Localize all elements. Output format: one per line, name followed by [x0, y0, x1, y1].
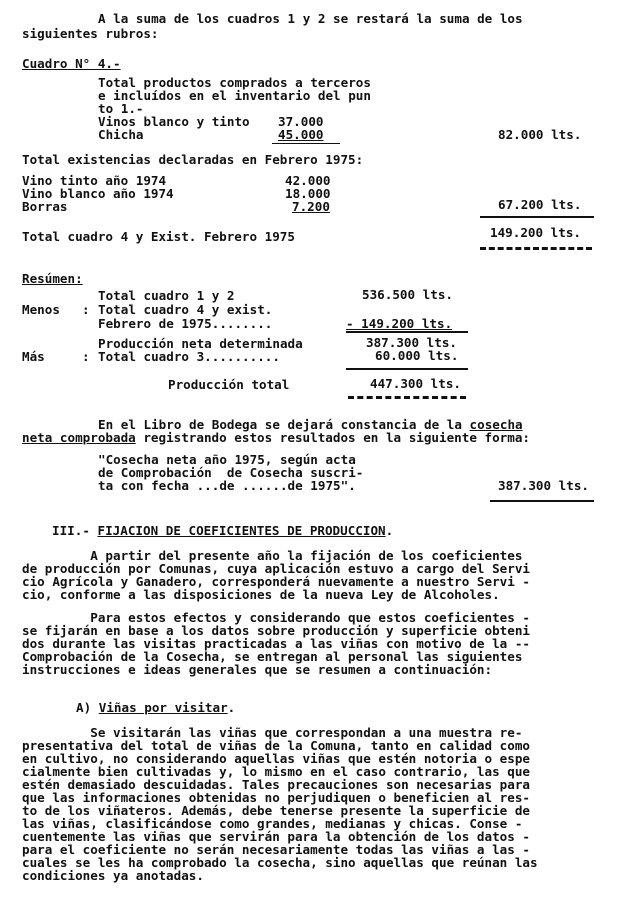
- resumen-total-label: Producción total: [168, 377, 290, 392]
- quote-line-3: ta con fecha ...de ......de 1975".: [98, 478, 356, 493]
- subsection-a-para-line: condiciones ya anotadas.: [22, 868, 204, 883]
- quote-line-2: de Comprobación de Cosecha suscri-: [98, 465, 364, 480]
- libro-line-2: [22, 431, 530, 444]
- resumen-row-label: Total cuadro 4 y exist.: [98, 302, 273, 317]
- libro-line-1-text: En el Libro de Bodega se dejará constancia de la: [98, 417, 470, 432]
- section3-para1-line: A partir del presente año la fijación de los coeficientes: [22, 548, 523, 563]
- resumen-row-value: 60.000 lts.: [375, 348, 459, 363]
- resumen-heading: Resúmen:: [22, 271, 83, 286]
- existencias-item-label: Vino blanco año 1974: [22, 186, 174, 201]
- resumen-total-value: 447.300 lts.: [370, 376, 461, 391]
- cuadro4-heading: Cuadro N° 4.-: [22, 56, 121, 71]
- total-cuadro4-value: 149.200 lts.: [490, 225, 581, 240]
- subsection-a-para-line: cialmente bien cultivadas y, lo mismo en el caso contrario, las que: [22, 764, 530, 779]
- intro-line-1: A la suma de los cuadros 1 y 2 se restará la suma de los: [98, 11, 523, 26]
- section3-para2-line: Para estos efectos y considerando que estos coeficientes -: [22, 610, 530, 625]
- resumen-row-value: 536.500 lts.: [362, 287, 453, 302]
- subsection-a-para-line: Se visitarán las viñas que correspondan a una muestra re-: [22, 725, 523, 740]
- existencias-item-label: Borras: [22, 199, 68, 214]
- subsection-a-heading: [76, 701, 235, 714]
- cuadro4-item-value: 37.000: [278, 114, 324, 129]
- subsection-a-title: Viñas por visitar: [98, 700, 228, 715]
- intro-line-2: siguientes rubros:: [22, 26, 159, 41]
- resumen-row-label: Total cuadro 3..........: [98, 349, 280, 364]
- subsection-a-para-line: en cultivo, no considerando aquellas viñas que estén notoria o espe: [22, 751, 530, 766]
- quote-line-1: "Cosecha neta año 1975, según acta: [98, 452, 356, 467]
- subsection-a-para-line: estén demasiado descuidadas. Tales precauciones son necesarias para: [22, 777, 530, 792]
- cuadro4-item-label: Vinos blanco y tinto: [98, 114, 250, 129]
- resumen-menos-sep: :: [82, 302, 90, 317]
- subsection-a-para-line: las viñas, clasificándose como grandes, medianas y chicas. Conse -: [22, 816, 523, 831]
- resumen-row-label: Total cuadro 1 y 2: [98, 288, 235, 303]
- resumen-row-label: Producción neta determinada: [98, 336, 303, 351]
- double-rule: [348, 396, 466, 402]
- libro-line-2-underlined: neta comprobada: [22, 430, 136, 445]
- existencias-heading: Total existencias declaradas en Febrero 1975:: [22, 152, 364, 167]
- section3-para2-line: Comprobación de la Cosecha, se entregan al personal las siguientes: [22, 649, 523, 664]
- section3-title: FIJACION DE COEFICIENTES DE PRODUCCION: [97, 523, 386, 538]
- total-cuadro4-label: Total cuadro 4 y Exist. Febrero 1975: [22, 229, 295, 244]
- cuadro4-item-label: Chicha: [98, 127, 144, 142]
- resumen-row-value: 387.300 lts.: [366, 335, 457, 350]
- subsection-a-para-line: para el coeficiente no serán necesariamente todas las viñas a las -: [22, 842, 530, 857]
- section3-para2-line: se fijarán en base a los datos sobre producción y superficie obteni: [22, 623, 530, 638]
- resumen-mas-sep: :: [82, 349, 90, 364]
- cuadro4-item-rule: [272, 143, 340, 144]
- cuadro4-desc-2: e incluídos en el inventario del pun: [98, 88, 371, 103]
- subsection-a-para-line: que las informaciones obtenidas no perjudiquen o beneficien al res-: [22, 790, 530, 805]
- quote-rule: [490, 500, 594, 502]
- section3-para1-line: cio Agrícola y Ganadero, corresponderá nuevamente a nuestro Servi -: [22, 574, 530, 589]
- subsection-a-title-end: .: [227, 700, 236, 715]
- quote-value: 387.300 lts.: [498, 478, 589, 493]
- resumen-rule: [346, 331, 468, 333]
- resumen-row-value: - 149.200 lts.: [346, 316, 453, 331]
- double-rule: [480, 247, 592, 253]
- section3-para2-line: instrucciones e ideas generales que se resumen a continuación:: [22, 662, 493, 677]
- resumen-row-label: Febrero de 1975........: [98, 316, 273, 331]
- section3-para2-line: dos durante las visitas practicadas a las viñas con motivo de la --: [22, 636, 530, 651]
- resumen-menos-label: Menos: [22, 302, 60, 317]
- existencias-item-label: Vino tinto año 1974: [22, 173, 167, 188]
- subsection-a-para-line: presentativa del total de viñas de la Comuna, tanto en calidad como: [22, 738, 530, 753]
- subsection-a-para-line: cuales se les ha comprobado la cosecha, sino aquellas que reúnan las: [22, 855, 538, 870]
- subsection-a-para-line: to de los viñateros. Además, debe tenerse presente la superficie de: [22, 803, 530, 818]
- section3-para1-line: de producción por Comunas, cuya aplicación estuvo a cargo del Servi: [22, 561, 530, 576]
- cuadro4-item-value: 45.000: [278, 127, 324, 142]
- subsection-a-para-line: cuentemente las viñas que servirán para la obtención de los datos -: [22, 829, 530, 844]
- resumen-mas-label: Más: [22, 349, 45, 364]
- existencias-subtotal: 67.200 lts.: [498, 197, 582, 212]
- resumen-rule: [346, 368, 468, 370]
- existencias-item-value: 18.000: [285, 186, 331, 201]
- subtotal-rule: [480, 216, 594, 218]
- existencias-item-value: 42.000: [285, 173, 331, 188]
- libro-line-1-underlined: cosecha: [469, 417, 523, 432]
- cuadro4-desc-3: to 1.-: [98, 101, 144, 116]
- section3-para1-line: cio, conforme a las disposiciones de la nueva Ley de Alcoholes.: [22, 587, 500, 602]
- section3-number: III.-: [52, 523, 90, 538]
- section3-title-end: .: [385, 523, 394, 538]
- libro-line-2-text: registrando estos resultados en la siguiente forma:: [135, 430, 531, 445]
- cuadro4-subtotal: 82.000 lts.: [498, 127, 582, 142]
- subsection-a-label: A): [76, 700, 92, 715]
- cuadro4-desc-1: Total productos comprados a terceros: [98, 75, 371, 90]
- existencias-item-value: 7.200: [292, 199, 330, 214]
- section3-heading: [52, 524, 393, 537]
